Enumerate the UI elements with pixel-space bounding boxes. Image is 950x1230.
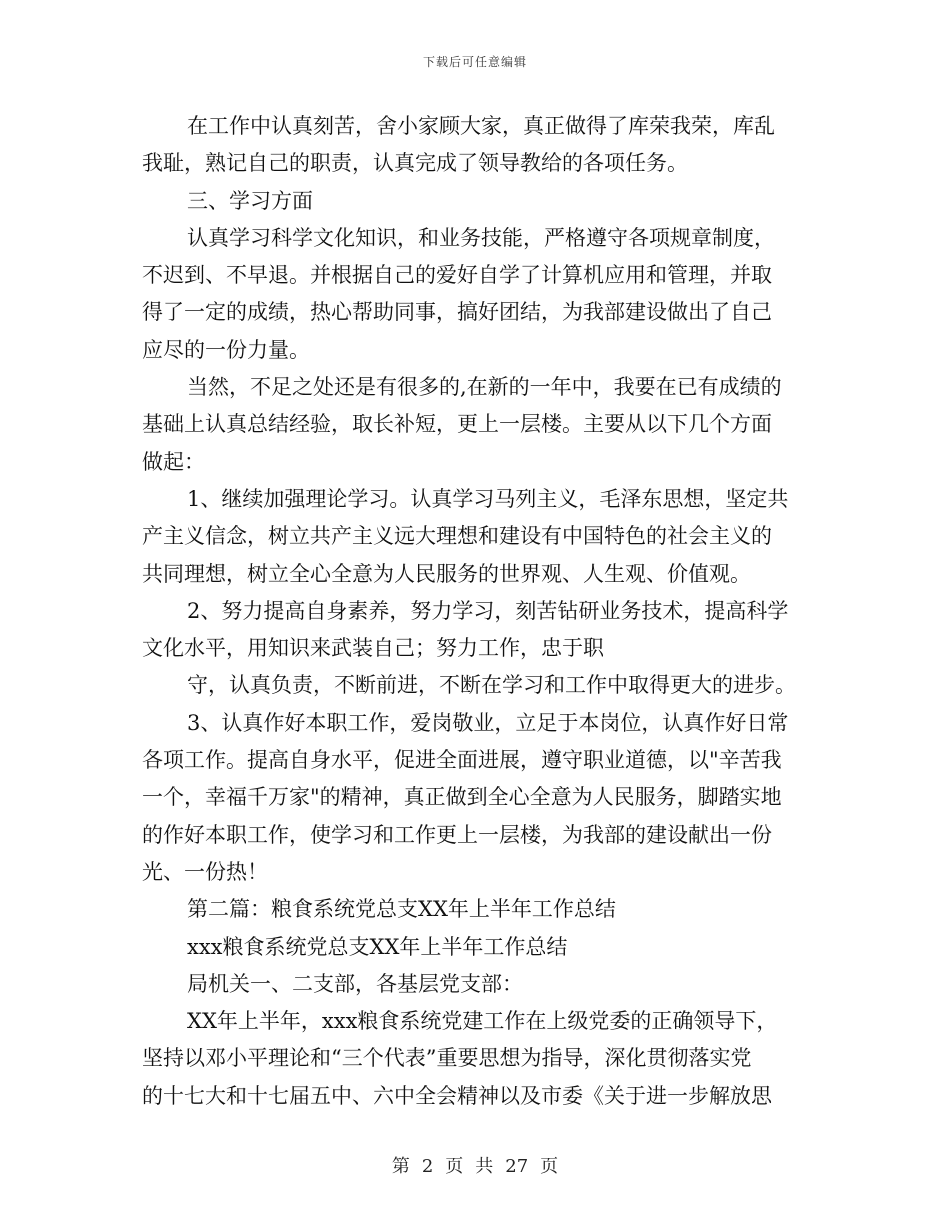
text-line: 在工作中认真刻苦，舍小家顾大家，真正做得了库荣我荣，库乱 — [187, 114, 775, 138]
list-item-2: 2、努力提高自身素养，努力学习，刻苦钻研业务技术，提高科学 — [187, 598, 789, 623]
text-line: 产主义信念，树立共产主义远大理想和建设有中国特色的社会主义的 — [142, 524, 772, 549]
text-line: 的作好本职工作，使学习和工作更上一层楼，为我部的建设献出一份 — [142, 822, 772, 847]
text-line: 做起： — [142, 449, 205, 474]
text-line: 守，认真负责，不断前进，不断在学习和工作中取得更大的进步。 — [187, 673, 796, 698]
list-item-1: 1、继续加强理论学习。认真学习马列主义，毛泽东思想，坚定共 — [187, 486, 789, 511]
page-header-note: 下载后可任意编辑 — [422, 55, 527, 69]
total-page-count: 27 — [505, 1156, 529, 1177]
footer-page-word: 页 — [445, 1156, 464, 1177]
text-line: 基础上认真总结经验，取长补短，更上一层楼。主要从以下几个方面 — [142, 412, 772, 437]
text-line: 文化水平，用知识来武装自己；努力工作，忠于职 — [142, 636, 604, 661]
text-line: 共同理想，树立全心全意为人民服务的世界观、人生观、价值观。 — [142, 561, 751, 586]
page-number-footer — [0, 1152, 950, 1178]
text-line: 认真学习科学文化知识，和业务技能，严格遵守各项规章制度， — [187, 225, 775, 250]
list-item-3: 3、认真作好本职工作，爱岗敬业，立足于本岗位，认真作好日常 — [187, 710, 789, 735]
text-line: 不迟到、不早退。并根据自己的爱好自学了计算机应用和管理，并取 — [142, 263, 772, 288]
text-line: 应尽的一份力量。 — [142, 337, 310, 362]
footer-total-word: 共 — [475, 1156, 494, 1177]
text-line: 一个，幸福千万家"的精神，真正做到全心全意为人民服务，脚踏实地 — [142, 785, 782, 810]
footer-suffix: 页 — [540, 1156, 559, 1177]
document-title: xxx粮食系统党总支XX年上半年工作总结 — [187, 934, 568, 959]
footer-prefix: 第 — [391, 1156, 410, 1177]
current-page-number: 2 — [421, 1156, 434, 1177]
chapter-title: 第二篇：粮食系统党总支XX年上半年工作总结 — [187, 897, 616, 922]
text-line: XX年上半年，xxx粮食系统党建工作在上级党委的正确领导下， — [187, 1009, 778, 1034]
document-body — [142, 108, 810, 1115]
text-line: 我耻，熟记自己的职责，认真完成了领导教给的各项任务。 — [142, 151, 688, 176]
section-heading: 三、学习方面 — [187, 188, 313, 213]
text-line: 的十七大和十七届五中、六中全会精神以及市委《关于进一步解放思 — [142, 1083, 772, 1108]
text-line: 坚持以邓小平理论和“三个代表”重要思想为指导，深化贯彻落实党 — [142, 1046, 752, 1071]
salutation: 局机关一、二支部，各基层党支部： — [187, 971, 523, 996]
text-line: 光、一份热！ — [142, 859, 268, 884]
text-line: 当然，不足之处还是有很多的,在新的一年中，我要在已有成绩的 — [187, 375, 782, 400]
text-line: 各项工作。提高自身水平，促进全面进展，遵守职业道德，以"辛苦我 — [142, 748, 782, 773]
text-line: 得了一定的成绩，热心帮助同事，搞好团结，为我部建设做出了自己 — [142, 300, 772, 325]
